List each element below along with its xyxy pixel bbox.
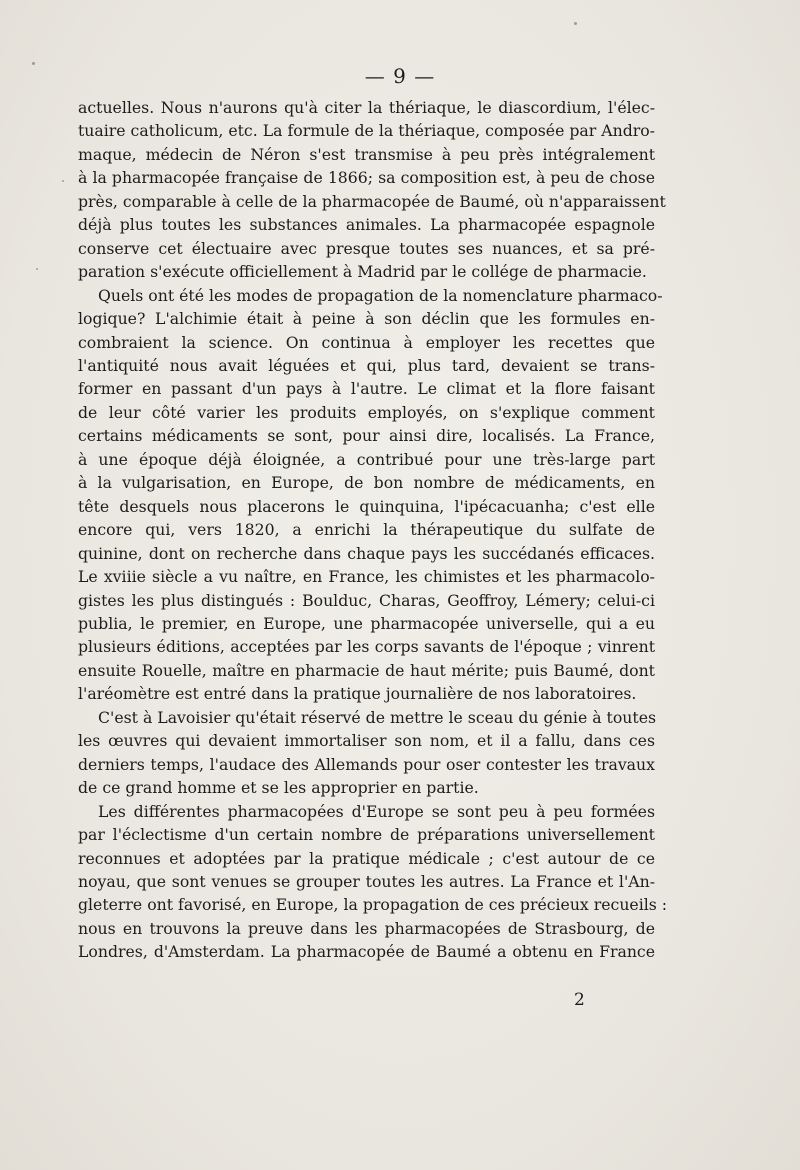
text-line: les œuvres qui devaient immortaliser son nom, et il a fallu, dans ces (78, 731, 655, 751)
paper-speck (36, 268, 38, 270)
text-line: Londres, d'Amsterdam. La pharmacopée de Baumé a obtenu en France (78, 942, 655, 962)
text-line: de ce grand homme et se les approprier en partie. (78, 778, 479, 798)
text-line: actuelles. Nous n'aurons qu'à citer la thériaque, le diascordium, l'élec- (78, 98, 655, 117)
text-line: publia, le premier, en Europe, une pharmacopée universelle, qui a eu (78, 613, 655, 633)
text-line: conserve cet électuaire avec presque toutes ses nuances, et sa pré- (78, 238, 655, 258)
text-line: gleterre ont favorisé, en Europe, la propagation de ces précieux recueils : (78, 895, 668, 915)
text-line: former en passant d'un pays à l'autre. Le climat et la flore faisant (78, 379, 655, 399)
page-number: — 9 — (364, 64, 436, 88)
signature-mark: 2 (574, 990, 585, 1010)
text-line: Les différentes pharmacopées d'Europe se sont peu à peu formées (98, 801, 655, 821)
paper-speck (62, 180, 64, 182)
text-line: logique? L'alchimie était à peine à son déclin que les formules en- (78, 309, 655, 329)
paper-speck (32, 62, 35, 65)
text-line: par l'éclectisme d'un certain nombre de préparations universellement (78, 825, 655, 845)
text-line: l'aréomètre est entré dans la pratique journalière de nos laboratoires. (78, 684, 637, 704)
text-line: nous en trouvons la preuve dans les pharmacopées de Strasbourg, de (78, 918, 655, 938)
text-line: reconnues et adoptées par la pratique médicale ; c'est autour de ce (78, 848, 655, 868)
paragraph (78, 96, 666, 284)
paragraph (78, 706, 655, 800)
text-line: C'est à Lavoisier qu'était réservé de mettre le sceau du génie à toutes (98, 707, 657, 727)
text-line: à la pharmacopée française de 1866; sa composition est, à peu de chose (78, 168, 655, 188)
text-line: tête desquels nous placerons le quinquina, l'ipécacuanha; c'est elle (78, 496, 655, 516)
text-line: ensuite Rouelle, maître en pharmacie de haut mérite; puis Baumé, dont (78, 660, 655, 680)
text-line: à une époque déjà éloignée, a contribué pour une très-large part (78, 449, 655, 469)
text-line: gistes les plus distingués : Boulduc, Charas, Geoffroy, Lémery; celui-ci (78, 590, 655, 610)
text-line: encore qui, vers 1820, a enrichi la thérapeutique du sulfate de (78, 520, 655, 540)
text-line: plusieurs éditions, acceptées par les corps savants de l'époque ; vinrent (78, 637, 655, 657)
text-line: noyau, que sont venues se grouper toutes les autres. La France et l'An- (78, 871, 655, 891)
text-line: Quels ont été les modes de propagation de la nomenclature pharmaco- (98, 285, 663, 305)
body-text (78, 96, 668, 964)
text-line: combraient la science. On continua à employer les recettes que (78, 332, 655, 352)
text-line: l'antiquité nous avait léguées et qui, plus tard, devaient se trans- (78, 355, 655, 375)
text-line: paration s'exécute officiellement à Madrid par le collége de pharmacie. (78, 262, 647, 282)
text-line: derniers temps, l'audace des Allemands pour oser contester les travaux (78, 754, 655, 774)
text-line: Le xviiie siècle a vu naître, en France, les chimistes et les pharmacolo- (78, 567, 655, 587)
text-line: quinine, dont on recherche dans chaque pays les succédanés efficaces. (78, 543, 655, 563)
paragraph (78, 284, 663, 706)
text-line: à la vulgarisation, en Europe, de bon nombre de médicaments, en (78, 473, 655, 493)
text-line: maque, médecin de Néron s'est transmise à peu près intégralement (78, 144, 655, 164)
text-line: tuaire catholicum, etc. La formule de la thériaque, composée par Andro- (78, 121, 655, 141)
text-line: certains médicaments se sont, pour ainsi dire, localisés. La France, (78, 426, 655, 446)
text-line: près, comparable à celle de la pharmacopée de Baumé, où n'apparaissent (78, 191, 666, 211)
paragraph (78, 800, 668, 964)
text-line: de leur côté varier les produits employés, on s'explique comment (78, 402, 655, 422)
text-line: déjà plus toutes les substances animales. La pharmacopée espagnole (78, 215, 655, 235)
paper-speck (574, 22, 577, 25)
